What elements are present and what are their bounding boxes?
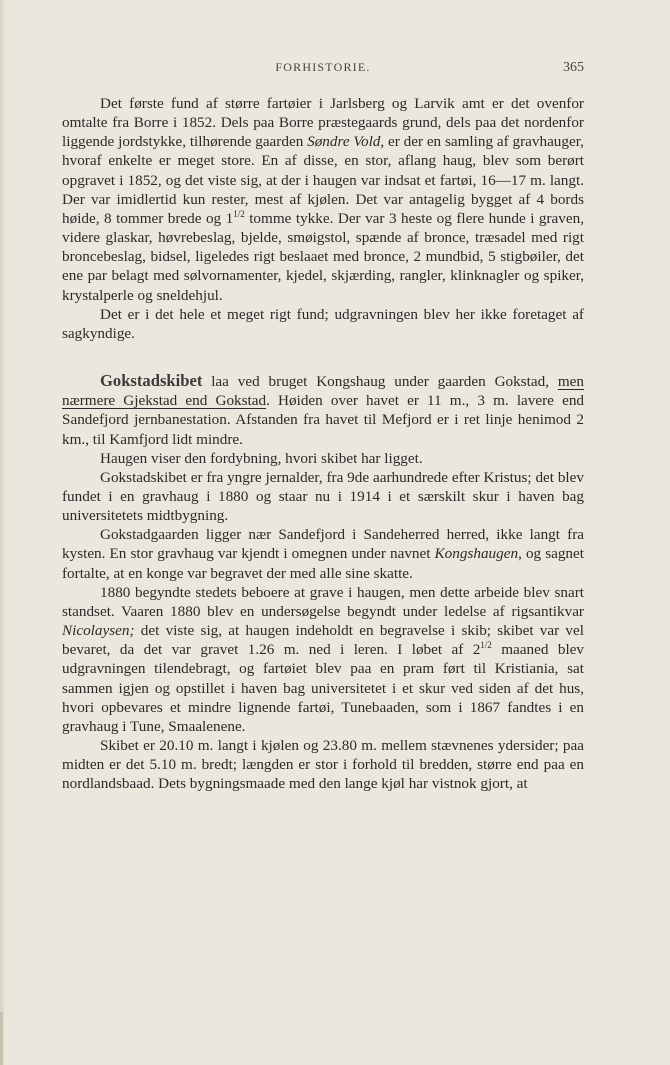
paragraph-dimensions: Skibet er 20.10 m. langt i kjølen og 23.80 m. mellem stævnenes ydersider; paa midten er det 5.10 m. bredt; længden er stor i forhold til bredden, større end paa en nordlandsbaad. Dets bygningsmaade med den lange kjøl har vistnok gjort, at (62, 737, 584, 793)
person-name: Nicolaysen; (62, 622, 135, 640)
paragraph-farm: Gokstadgaarden ligger nær Sandefjord i Sandeherred herred, ikke langt fra kysten. En stor gravhaug var kjendt i omegnen under navnet Kongshaugen, og sagnet fortalte, at en konge var begravet der med alle sine skatte. (62, 526, 584, 582)
paragraph-excavation: 1880 begyndte stedets beboere at grave i haugen, men dette arbeide blev snart standset. Vaaren 1880 blev en undersøgelse begyndt under ledelse af rigsantikvar Nicolaysen; det viste sig, at haugen indeholdt en begravelse i skib; skibet var vel bevaret, da det var gravet 1.26 m. ned i leren. I løbet af $2^{1/2}$ maaned blev udgravningen tilendebragt, og fartøiet blev paa en pram ført til Kristiania, sat sammen igjen og opstillet i haven bag universitetet i et skur ved siden af det hus, hvori opbevares et mindre lignende fartøi, Tunebaaden, som i 1867 fandtes i en gravhaug i Tune, Smaalenene. (62, 583, 584, 735)
page-header (62, 60, 584, 76)
paragraph-mound: Haugen viser den fordybning, hvori skibet har ligget. (100, 449, 423, 467)
running-head: FORHISTORIE. (275, 60, 371, 74)
underlined-phrase: men nærmere Gjekstad end Gokstad (62, 373, 584, 410)
paragraph-borre-find: Det første fund af større fartøier i Jarlsberg og Larvik amt er det ovenfor omtalte fra Borre i 1852. Dels paa Borre præstegaards grund, dels paa det nordenfor liggende jordstykke, tilhørende gaarden Søndre Vold, er der en samling af gravhauger, hvoraf enkelte er meget store. En af disse, en stor, aflang haug, blev som berørt opgravet i 1852, og det viste sig, at der i haugen var indsat et fartøi, 16—17 m. langt. Der var imidlertid kun rester, mest af kjølen. Det var antagelig bygget af 4 bords høide, 8 tommer brede og $1^{1/2}$ tomme tykke. Der var 3 heste og flere hunde i graven, videre glaskar, høvrebeslag, bjelde, smøigstol, spænde af bronce, træsadel med rigt broncebeslag, bidsel, ligeledes rigt beslaaet med bronce, 2 mundbid, 5 stigbøiler, det ene par belagt med sølvornamenter, kjedel, skjærding, rangler, klinknagler og spiker, krystalperle og sneldehjul. (62, 95, 584, 304)
body-text (62, 94, 584, 793)
page-edge (0, 1012, 3, 1065)
farm-name: Søndre Vold (307, 133, 381, 151)
paragraph-find-note: Det er i det hele et meget rigt fund; udgravningen blev her ikke foretaget af sagkyndige. (62, 305, 584, 342)
page-number: 365 (563, 60, 584, 75)
paragraph-gokstad-location: Gokstadskibet laa ved bruget Kongshaug under gaarden Gokstad, men nærmere Gjekstad end Gokstad. Høiden over havet er 11 m., 3 m. lavere end Sandefjord jernbanestation. Afstanden fra havet til Mefjord er i ret linje henimod 2 km., til Kamfjord lidt mindre. (62, 371, 585, 448)
fraction: 1/2 (233, 208, 245, 219)
section-title: Gokstadskibet (100, 371, 203, 391)
paragraph-ship-age: Gokstadskibet er fra yngre jernalder, fra 9de aarhundrede efter Kristus; det blev fundet i en gravhaug i 1880 og staar nu i 1914 i et særskilt skur i haven bag universitetets midtbygning. (62, 468, 584, 525)
mound-name: Kongshaugen (434, 545, 519, 563)
page-shadow (0, 0, 6, 1065)
fraction: 1/2 (480, 640, 492, 651)
